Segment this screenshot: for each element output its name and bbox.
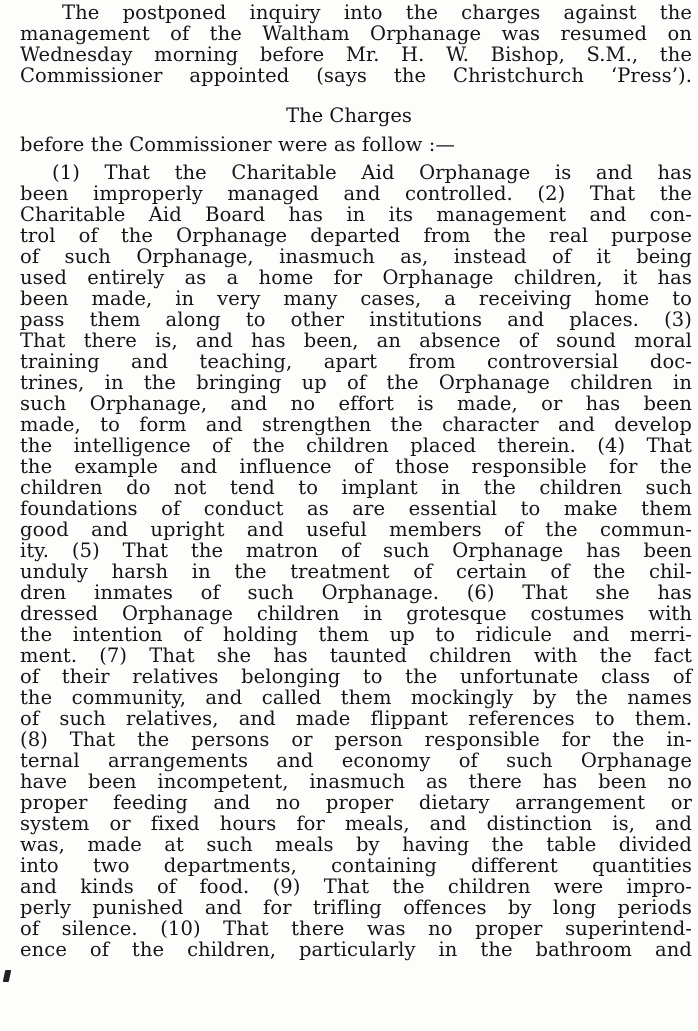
- body-line: pass them along to other institutions and places. (3): [20, 308, 692, 331]
- intro-line: The postponed inquiry into the charges against the: [62, 1, 692, 24]
- lead-in-line: before the Commissioner were as follow :—: [20, 133, 456, 156]
- body-line: good and upright and useful members of the commun-: [20, 518, 692, 541]
- body-line: training and teaching, apart from controversial doc-: [20, 350, 692, 373]
- body-line: Charitable Aid Board has in its management and con-: [20, 203, 692, 226]
- body-line: such Orphanage, and no effort is made, or has been: [20, 392, 692, 415]
- body-line: used entirely as a home for Orphanage children, it has: [20, 266, 692, 289]
- body-line: ternal arrangements and economy of such Orphanage: [20, 749, 692, 772]
- body-line: system or fixed hours for meals, and distinction is, and: [20, 812, 692, 835]
- body-line: (1) That the Charitable Aid Orphanage is and has: [52, 161, 692, 184]
- body-line: of silence. (10) That there was no proper superintend-: [20, 917, 692, 940]
- body-line: have been incompetent, inasmuch as there has been no: [20, 770, 692, 793]
- body-line: of such relatives, and made flippant references to them.: [20, 707, 692, 730]
- body-line: the example and influence of those responsible for the: [20, 455, 692, 478]
- body-line: been made, in very many cases, a receiving home to: [20, 287, 692, 310]
- body-line: of such Orphanage, inasmuch as, instead of it being: [20, 245, 692, 268]
- margin-ink-mark: [3, 970, 12, 982]
- body-line: and kinds of food. (9) That the children were impro-: [20, 875, 692, 898]
- body-line: of their relatives belonging to the unfortunate class of: [20, 665, 692, 688]
- body-line: the intention of holding them up to ridicule and merri-: [20, 623, 692, 646]
- section-heading: The Charges: [286, 104, 412, 127]
- body-line: unduly harsh in the treatment of certain of the chil-: [20, 560, 692, 583]
- body-line: trines, in the bringing up of the Orphanage children in: [20, 371, 692, 394]
- body-line: That there is, and has been, an absence of sound moral: [20, 329, 692, 352]
- body-line: the community, and called them mockingly by the names: [20, 686, 692, 709]
- body-line: dressed Orphanage children in grotesque costumes with: [20, 602, 692, 625]
- intro-line: management of the Waltham Orphanage was resumed on: [20, 22, 692, 45]
- intro-line: Wednesday morning before Mr. H. W. Bishop, S.M., the: [20, 43, 692, 66]
- body-line: perly punished and for trifling offences by long periods: [20, 896, 692, 919]
- body-line: ity. (5) That the matron of such Orphanage has been: [20, 539, 692, 562]
- body-line: made, to form and strengthen the character and develop: [20, 413, 692, 436]
- intro-line: Commissioner appointed (says the Christchurch ‘Press’).: [20, 64, 692, 87]
- body-line: was, made at such meals by having the table divided: [20, 833, 692, 856]
- body-line: ment. (7) That she has taunted children with the fact: [20, 644, 692, 667]
- body-line: been improperly managed and controlled. (2) That the: [20, 182, 692, 205]
- body-line: ence of the children, particularly in the bathroom and: [20, 938, 692, 961]
- body-line: children do not tend to implant in the children such: [20, 476, 692, 499]
- body-line: the intelligence of the children placed therein. (4) That: [20, 434, 692, 457]
- body-line: into two departments, containing different quantities: [20, 854, 692, 877]
- body-line: dren inmates of such Orphanage. (6) That she has: [20, 581, 692, 604]
- body-line: foundations of conduct as are essential to make them: [20, 497, 692, 520]
- body-line: trol of the Orphanage departed from the real purpose: [20, 224, 692, 247]
- body-line: (8) That the persons or person responsible for the in-: [20, 728, 692, 751]
- body-line: proper feeding and no proper dietary arrangement or: [20, 791, 692, 814]
